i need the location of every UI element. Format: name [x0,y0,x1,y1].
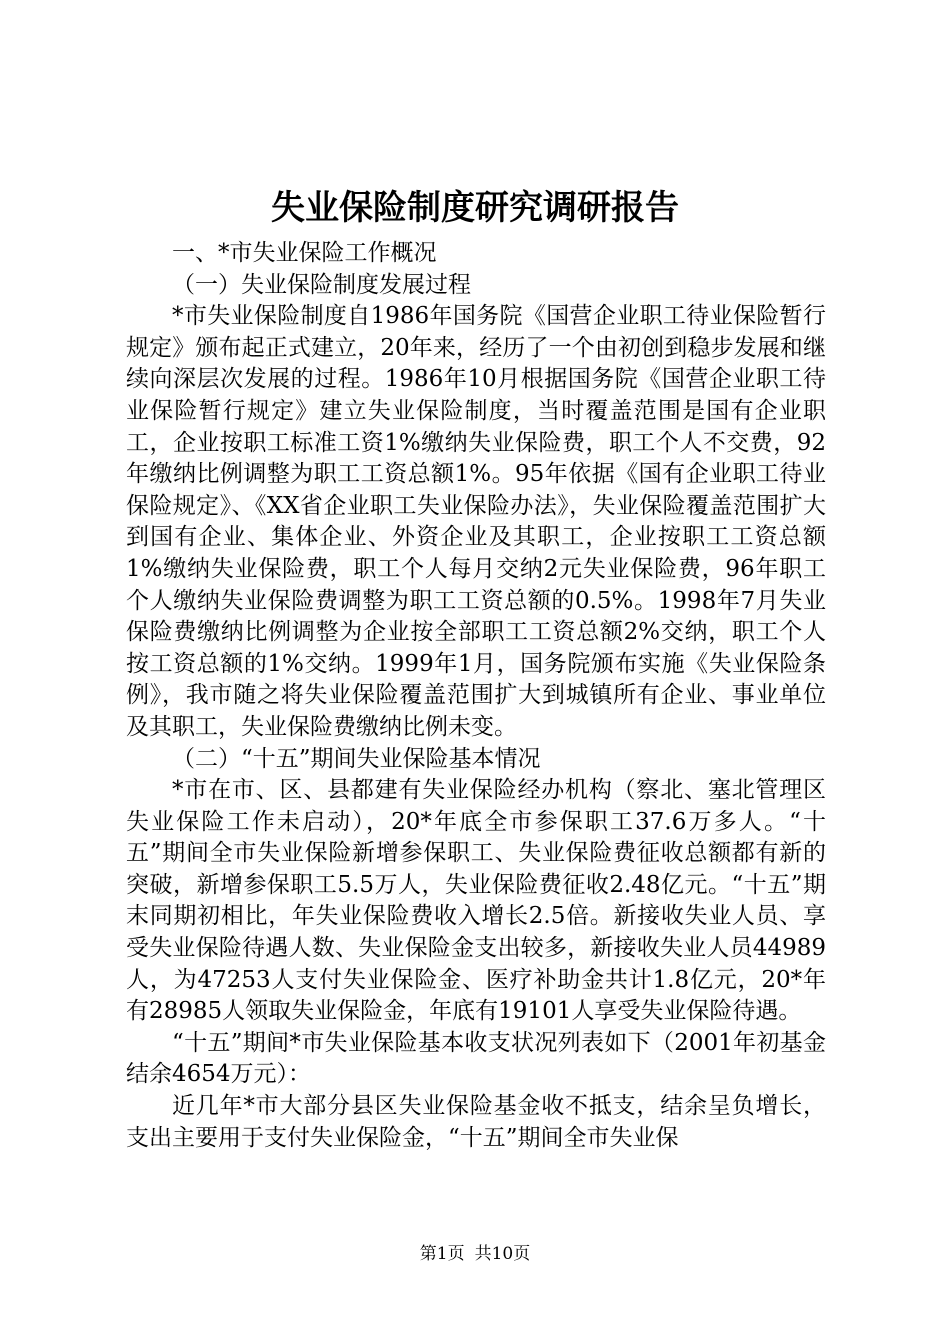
document-body [126,238,826,1154]
section-heading-1: 一、*市失业保险工作概况 [172,240,437,266]
body-paragraph: 近几年*市大部分县区失业保险基金收不抵支，结余呈负增长，支出主要用于支付失业保险金，“十五”期间全市失业保 [126,1093,826,1151]
subsection-heading-1: （一）失业保险制度发展过程 [172,271,471,298]
body-paragraph: “十五”期间*市失业保险基本收支状况列表如下（2001年初基金结余4654万元）： [126,1029,826,1088]
body-paragraph: *市失业保险制度自1986年国务院《国营企业职工待业保险暂行规定》颁布起正式建立，20年来，经历了一个由初创到稳步发展和继续向深层次发展的过程。1986年10月根据国务院《国营企业职工待业保险暂行规定》建立失业保险制度，当时覆盖范围是国有企业职工，企业按职工标准工资1%缴纳失业保险费，职工个人不交费，92年缴纳比例调整为职工工资总额1%。95年依据《国有企业职工待业保险规定》、《XX省企业职工失业保险办法》，失业保险覆盖范围扩大到国有企业、集体企业、外资企业及其职工，企业按职工工资总额1%缴纳失业保险费，职工个人每月交纳2元失业保险费，96年职工个人缴纳失业保险费调整为职工工资总额的0.5%。1998年7月失业保险费缴纳比例调整为企业按全部职工工资总额2%交纳，职工个人按工资总额的1%交纳。1999年1月，国务院颁布实施《失业保险条例》，我市随之将失业保险覆盖范围扩大到城镇所有企业、事业单位及其职工，失业保险费缴纳比例未变。 [126,303,826,740]
document-title: 失业保险制度研究调研报告 [271,188,679,228]
page-footer [0,1242,950,1266]
page-total: 共10页 [474,1244,531,1264]
body-paragraph: *市在市、区、县都建有失业保险经办机构（察北、塞北管理区失业保险工作未启动），20*年底全市参保职工37.6万多人。“十五”期间全市失业保险新增参保职工、失业保险费征收总额都有新的突破，新增参保职工5.5万人，失业保险费征收2.48亿元。“十五”期末同期初相比，年失业保险费收入增长2.5倍。新接收失业人员、享受失业保险待遇人数、失业保险金支出较多，新接收失业人员44989人，为47253人支付失业保险金、医疗补助金共计1.8亿元，20*年有28985人领取失业保险金，年底有19101人享受失业保险待遇。 [126,777,826,1025]
page-number: 第1页 [419,1244,465,1264]
subsection-heading-2: （二）“十五”期间失业保险基本情况 [172,745,541,772]
